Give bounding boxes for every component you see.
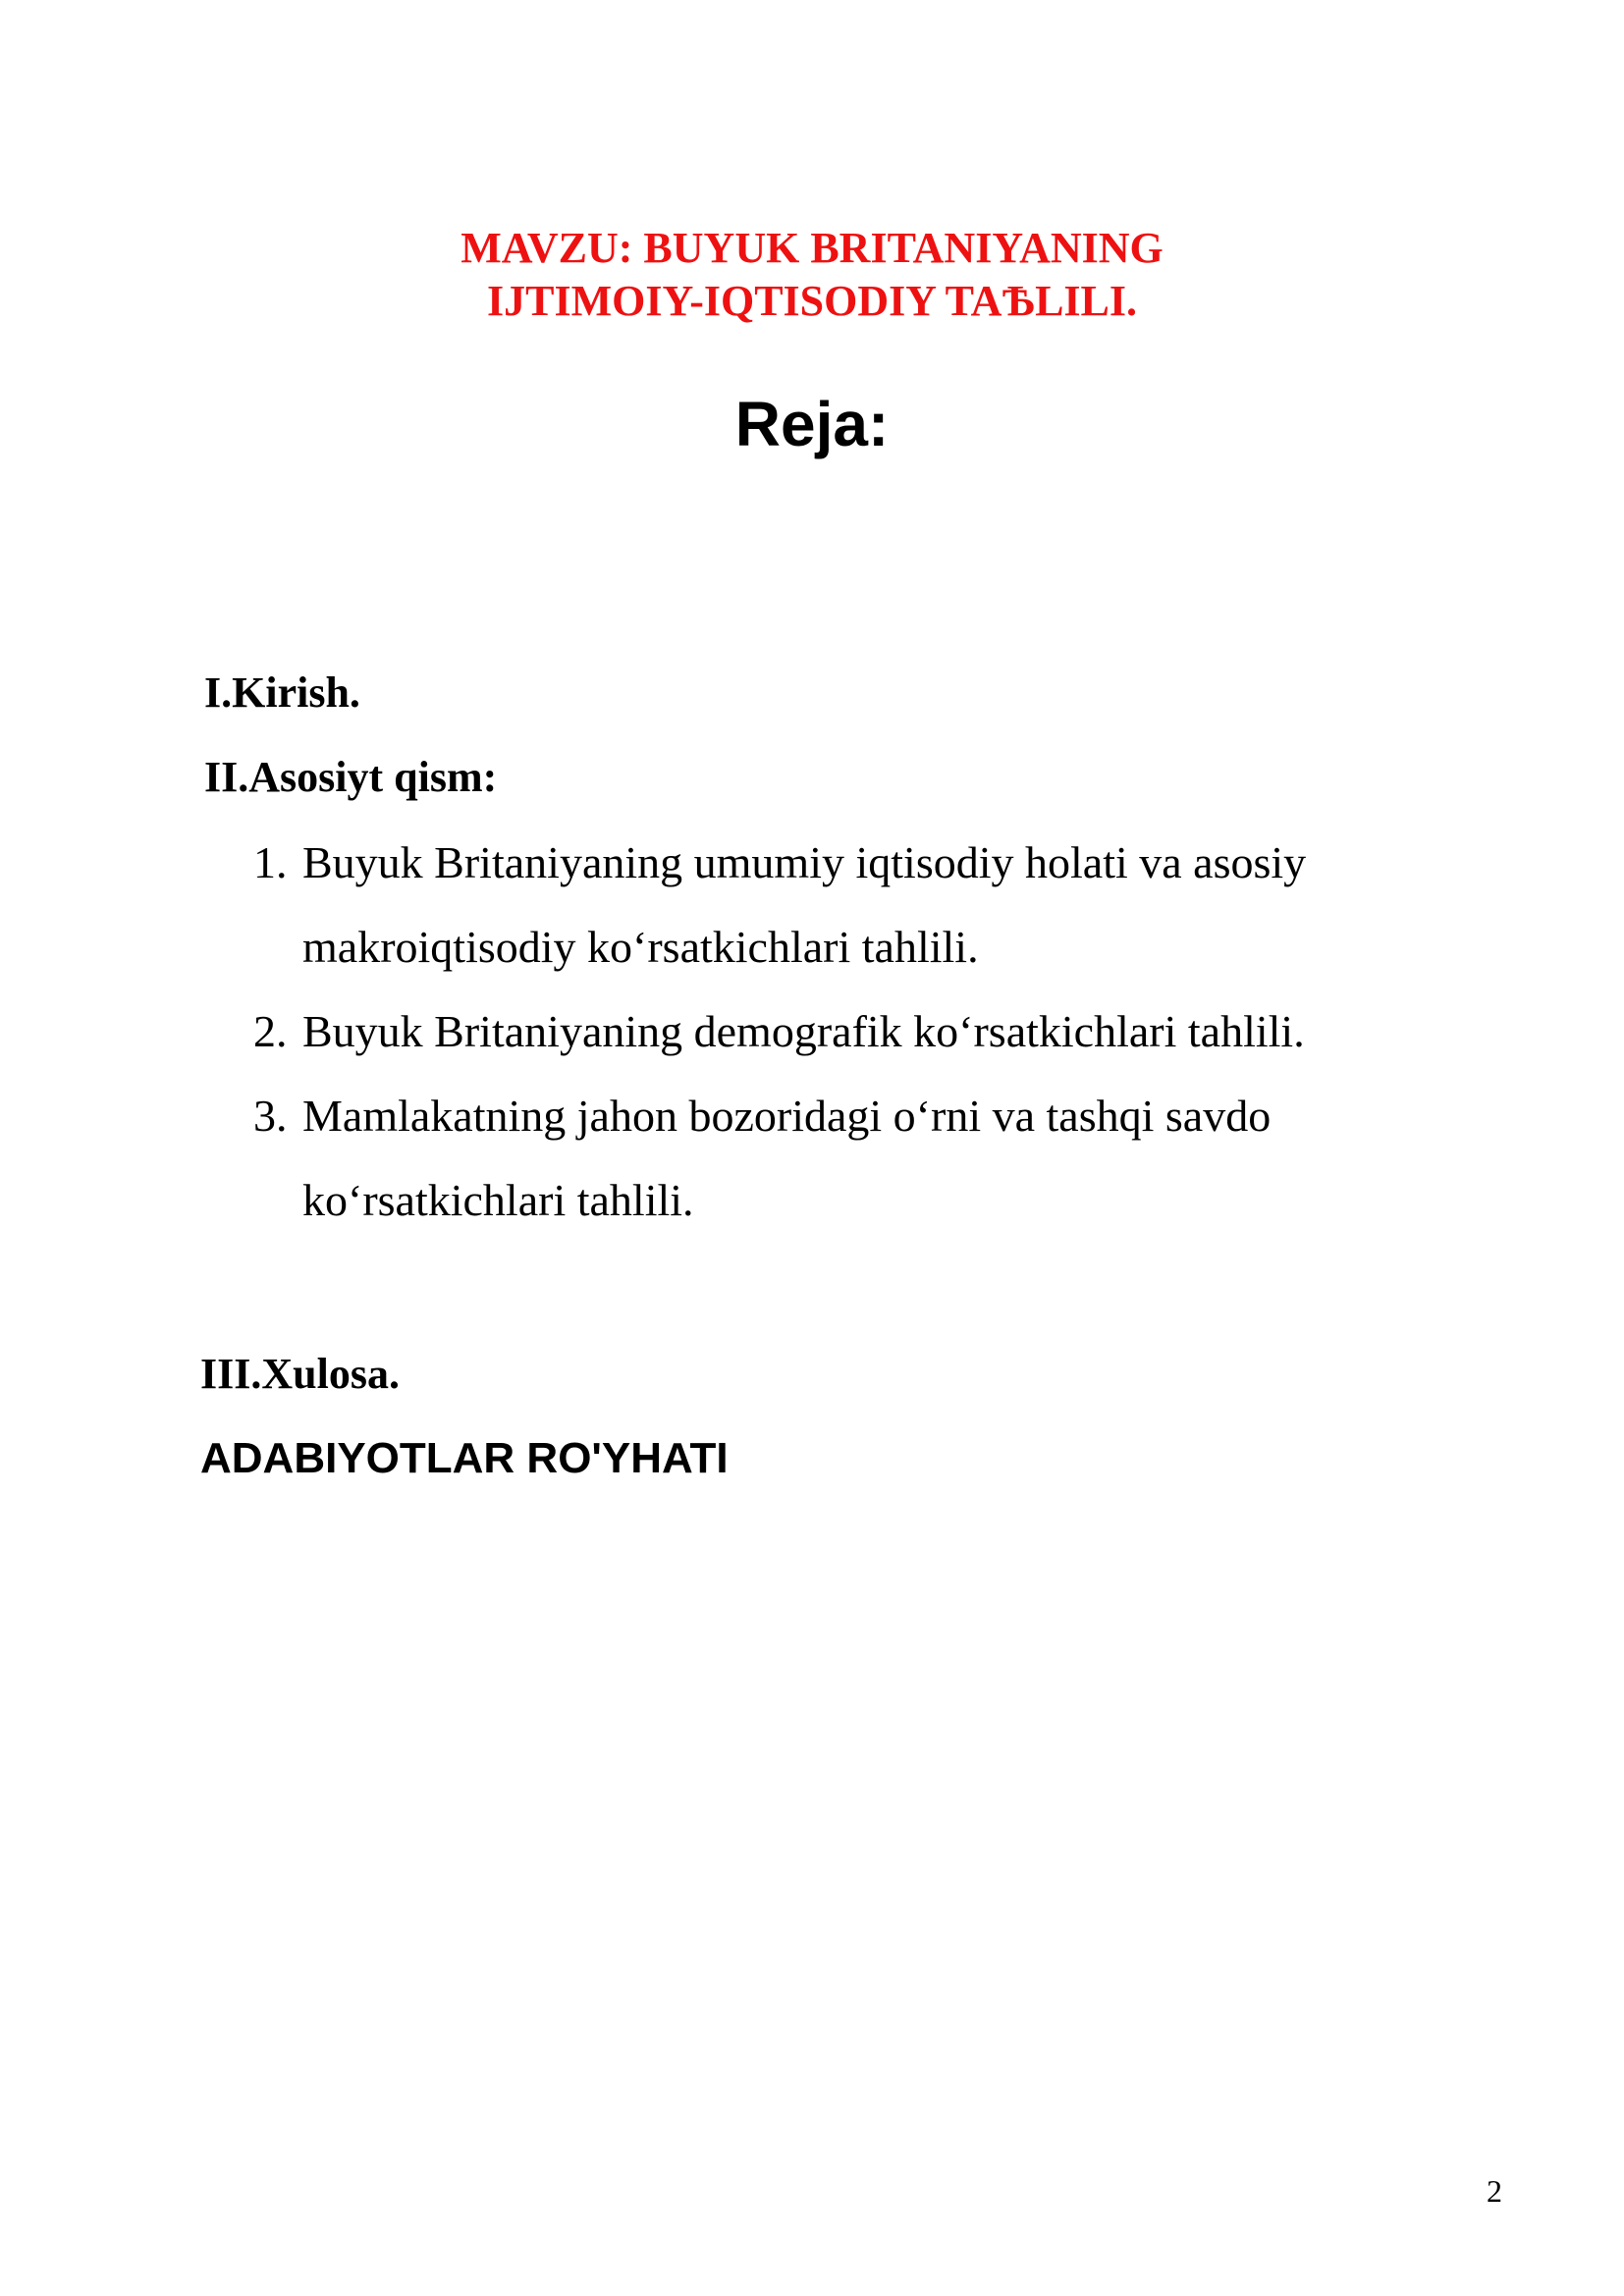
plan-item-text: Buyuk Britaniyaning umumiy iqtisodiy holati va asosiy [302,837,1307,887]
plan-heading: Reja: [734,389,890,459]
plan-item-text: Mamlakatning jahon bozoridagi o‘rni va tashqi savdo [302,1091,1272,1141]
plan-item-3-continuation: ko‘rsatkichlari tahlili. [302,1175,694,1225]
section-introduction: I.Kirish. [204,668,360,717]
section-conclusion: III.Xulosa. [200,1350,400,1398]
page-number: 2 [1487,2173,1502,2209]
topic-title-line-1: MAVZU: BUYUK BRITANIYANING [460,224,1164,272]
bibliography-heading: ADABIYOTLAR RO'YHATI [200,1434,729,1482]
plan-item-number: 1. [253,837,288,887]
topic-title-line-2: IJTIMOIY-IQTISODIY TAѢLILI. [486,277,1138,325]
section-main-part: II.Asosiyt qism: [204,753,498,801]
plan-item-text: Buyuk Britaniyaning demografik ko‘rsatkichlari tahlili. [302,1006,1305,1056]
plan-item-number: 2. [253,1006,288,1056]
plan-item-number: 3. [253,1091,288,1141]
plan-item-1-continuation: makroiqtisodiy ko‘rsatkichlari tahlili. [302,922,979,972]
